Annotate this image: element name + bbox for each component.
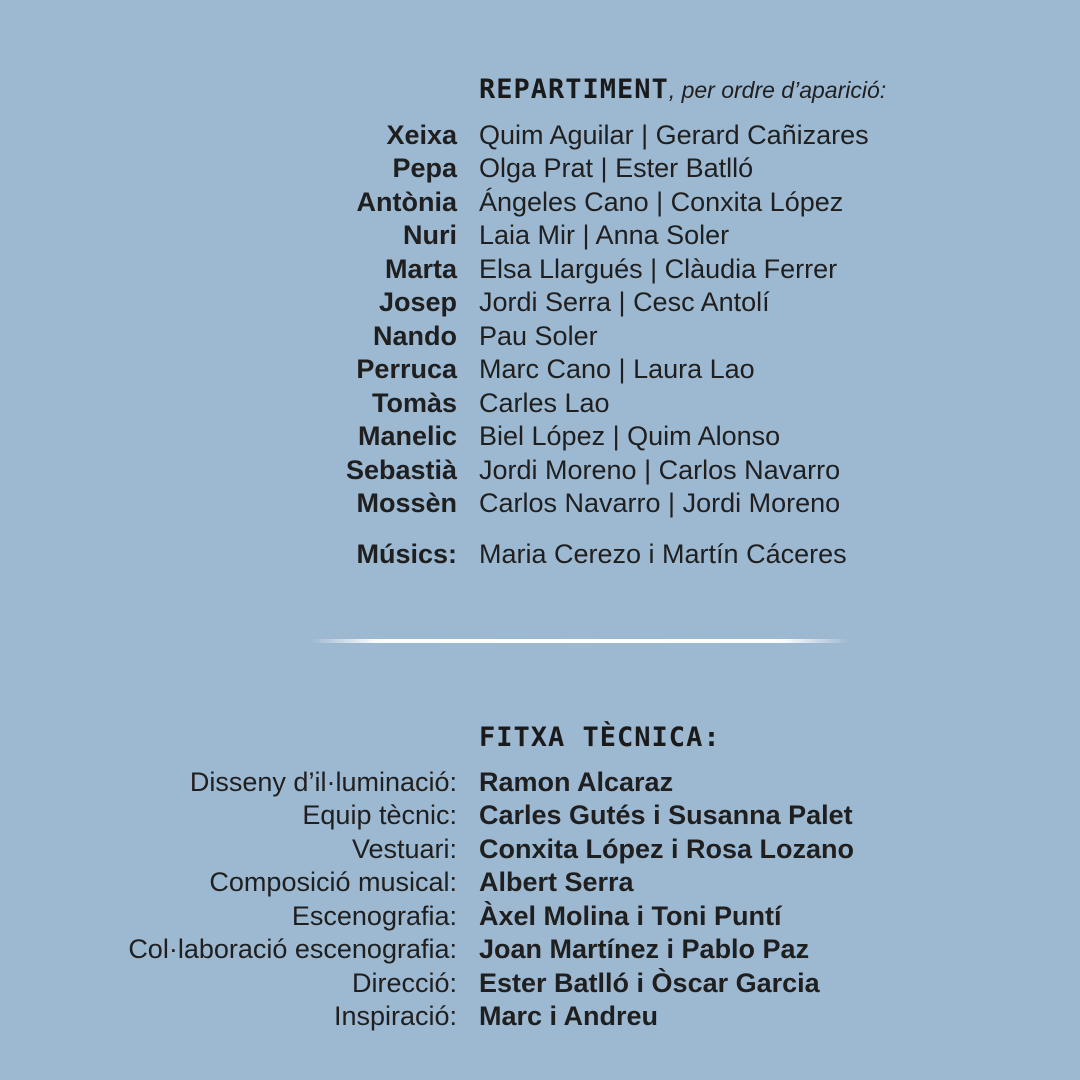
cast-subtitle: , per ordre d’aparició: (668, 77, 887, 103)
musicians-row (0, 537, 1080, 571)
crew-row (0, 899, 1080, 933)
crew-row (0, 999, 1080, 1033)
character-name: Sebastià (345, 455, 457, 485)
musicians-label: Músics: (356, 539, 457, 569)
cast-row (0, 151, 1080, 185)
cast-row (0, 453, 1080, 487)
crew-names: Conxita López i Rosa Lozano (479, 834, 855, 864)
actor-names: Jordi Moreno | Carlos Navarro (479, 455, 841, 485)
cast-row (0, 419, 1080, 453)
cast-row (0, 386, 1080, 420)
musicians-names: Maria Cerezo i Martín Cáceres (479, 539, 847, 569)
cast-row (0, 185, 1080, 219)
actor-names: Jordi Serra | Cesc Antolí (479, 287, 770, 317)
character-name: Pepa (392, 153, 457, 183)
crew-role: Inspiració: (333, 1001, 457, 1031)
crew-heading (479, 722, 721, 753)
character-name: Perruca (356, 354, 457, 384)
actor-names: Ángeles Cano | Conxita López (479, 187, 844, 217)
crew-role: Escenografia: (291, 901, 457, 931)
crew-row (0, 832, 1080, 866)
actor-names: Marc Cano | Laura Lao (479, 354, 755, 384)
crew-names: Ramon Alcaraz (479, 767, 674, 797)
character-name: Antònia (356, 187, 457, 217)
crew-row (0, 865, 1080, 899)
cast-row (0, 352, 1080, 386)
crew-row (0, 966, 1080, 1000)
crew-row (0, 932, 1080, 966)
cast-row (0, 118, 1080, 152)
character-name: Tomàs (371, 388, 457, 418)
crew-role: Vestuari: (351, 834, 457, 864)
crew-names: Àxel Molina i Toni Puntí (479, 901, 782, 931)
actor-names: Olga Prat | Ester Batlló (479, 153, 754, 183)
actor-names: Carlos Navarro | Jordi Moreno (479, 488, 841, 518)
crew-names: Albert Serra (479, 867, 634, 897)
cast-row (0, 285, 1080, 319)
crew-row (0, 798, 1080, 832)
character-name: Manelic (357, 421, 457, 451)
actor-names: Biel López | Quim Alonso (479, 421, 781, 451)
cast-heading (479, 74, 886, 105)
section-divider (310, 639, 850, 643)
crew-role: Disseny d’il·luminació: (189, 767, 457, 797)
actor-names: Elsa Llargués | Clàudia Ferrer (479, 254, 838, 284)
crew-title: FITXA TÈCNICA: (479, 722, 721, 753)
crew-names: Ester Batlló i Òscar Garcia (479, 968, 820, 998)
cast-row (0, 486, 1080, 520)
actor-names: Quim Aguilar | Gerard Cañizares (479, 120, 869, 150)
crew-role: Direcció: (351, 968, 457, 998)
character-name: Nando (373, 321, 457, 351)
crew-role: Composició musical: (209, 867, 457, 897)
cast-title: REPARTIMENT (479, 74, 669, 105)
character-name: Nuri (403, 220, 457, 250)
crew-role: Equip tècnic: (302, 800, 457, 830)
cast-row (0, 252, 1080, 286)
cast-row (0, 319, 1080, 353)
actor-names: Carles Lao (479, 388, 610, 418)
character-name: Josep (378, 287, 457, 317)
crew-names: Joan Martínez i Pablo Paz (479, 934, 810, 964)
crew-role: Col·laboració escenografia: (128, 934, 457, 964)
crew-names: Marc i Andreu (479, 1001, 659, 1031)
actor-names: Pau Soler (479, 321, 598, 351)
crew-names: Carles Gutés i Susanna Palet (479, 800, 853, 830)
cast-row (0, 218, 1080, 252)
character-name: Xeixa (386, 120, 457, 150)
character-name: Marta (384, 254, 457, 284)
actor-names: Laia Mir | Anna Soler (479, 220, 730, 250)
crew-row (0, 765, 1080, 799)
character-name: Mossèn (356, 488, 457, 518)
